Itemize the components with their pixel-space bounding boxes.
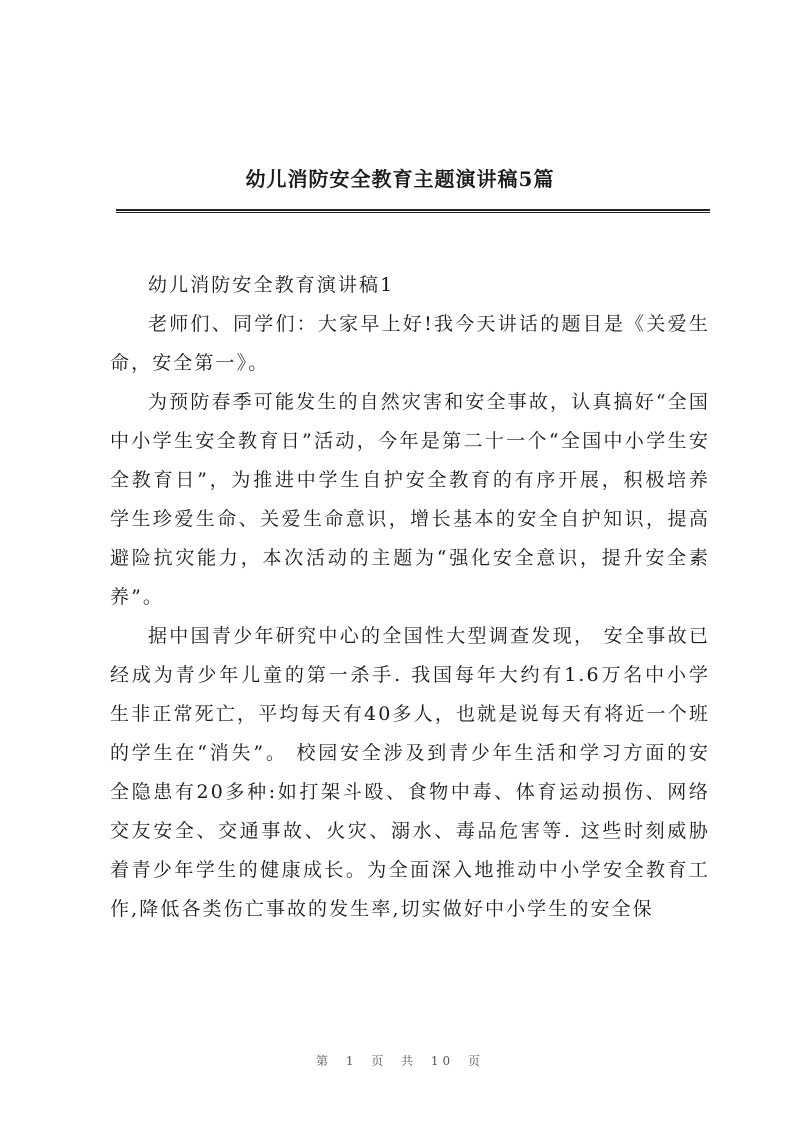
document-body [110,266,710,929]
page-footer: 第 1 页 共 10 页 [316,1054,484,1068]
paragraph: 老师们、同学们：大家早上好!我今天讲话的题目是《关爱生命，安全第一》。 [110,313,710,374]
document-title: 幼儿消防安全教育主题演讲稿5篇 [245,167,555,191]
title-divider [116,209,710,213]
paragraph: 为预防春季可能发生的自然灾害和安全事故，认真搞好“全国中小学生安全教育日”活动，今年是第二十一个“全国中小学生安全教育日”，为推进中学生自护安全教育的有序开展，积极培养学生珍爱生命、关爱生命意识，增长基本的安全自护知识，提高避险抗灾能力，本次活动的主题为“强化安全意识，提升安全素养”。 [110,391,710,608]
section-heading: 幼儿消防安全教育演讲稿1 [148,274,395,296]
paragraph: 据中国青少年研究中心的全国性大型调查发现， 安全事故已经成为青少年儿童的第一杀手. 我国每年大约有1.6万名中小学生非正常死亡，平均每天有40多人，也就是说每天有将近一个班的学生在“消失”。 校园安全涉及到青少年生活和学习方面的安全隐患有20多种:如打架斗殴、食物中毒、体育运动损伤、网络交友安全、交通事故、火灾、溺水、毒品危害等. 这些时刻威胁着青少年学生的健康成长。为全面深入地推动中小学安全教育工作,降低各类伤亡事故的发生率,切实做好中小学生的安全保 [110,625,710,920]
